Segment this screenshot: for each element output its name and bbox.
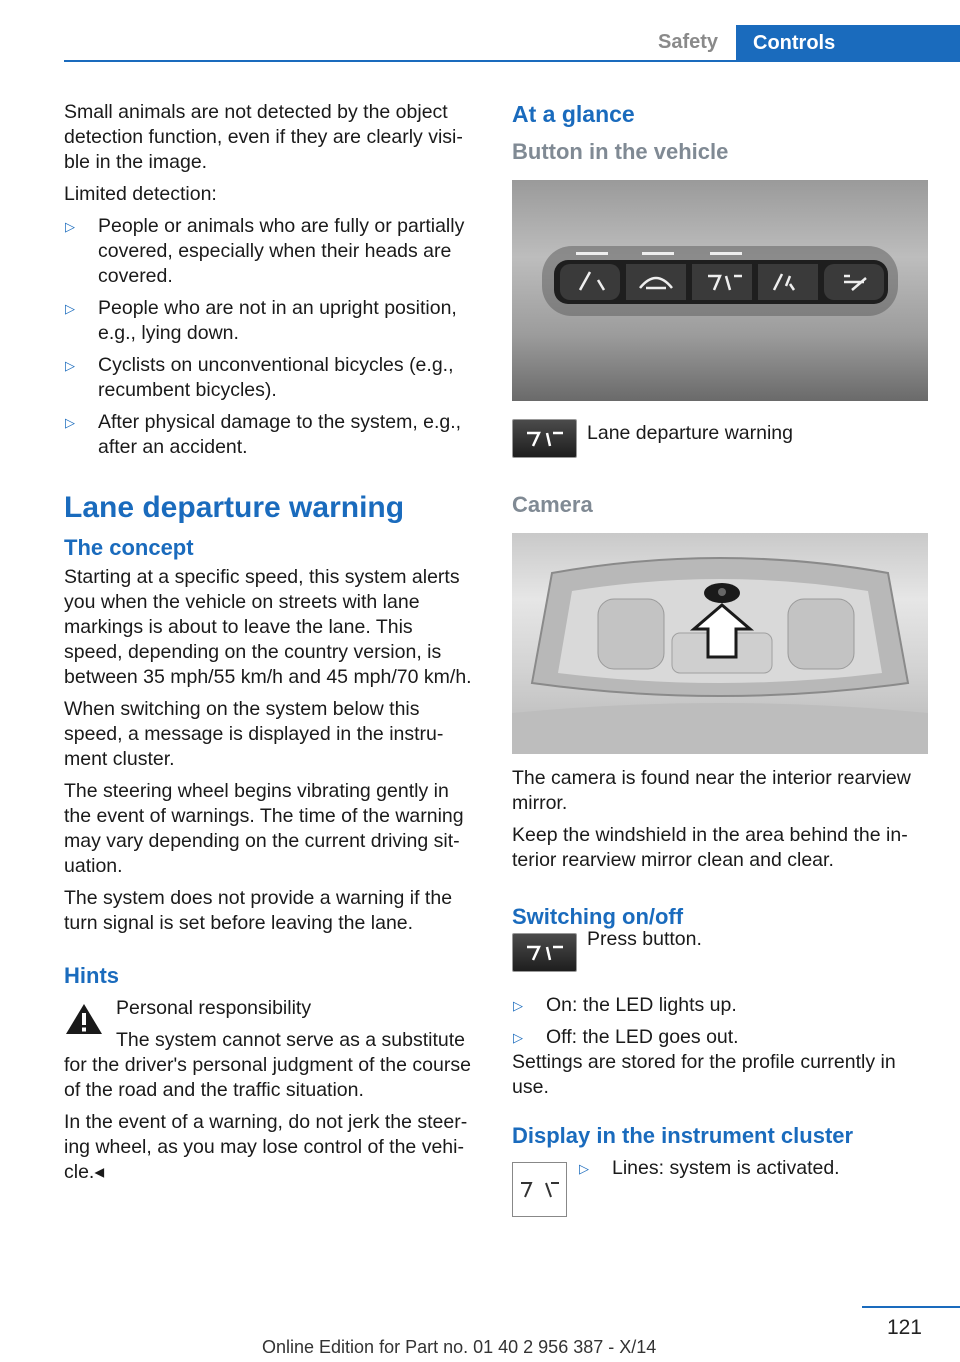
page-number: 121 xyxy=(886,1316,922,1339)
triangle-right-icon: ▷ xyxy=(65,219,75,234)
list-item: ▷ Off: the LED goes out. xyxy=(513,1026,739,1048)
camera-illustration xyxy=(512,533,928,754)
warning-text: The system cannot serve as a substitute for the driver's personal judgment of the course of the road and the traffic situation. xyxy=(64,1029,471,1101)
camera-photo xyxy=(512,533,928,754)
triangle-right-icon: ▷ xyxy=(579,1161,589,1176)
concept-paragraph-3: The steering wheel begins vibrating gently in the event of warnings. The time of the warning may vary depending on the current driving situation. xyxy=(64,780,464,877)
triangle-right-icon: ▷ xyxy=(513,998,523,1013)
list-item: ▷ On: the LED lights up. xyxy=(513,994,737,1016)
concept-paragraph-2: When switching on the system below this speed, a message is displayed in the instrument cluster. xyxy=(64,698,444,770)
limited-detection-label: Limited detection: xyxy=(64,183,217,205)
switch-caption: Press button. xyxy=(587,928,702,950)
settings-paragraph: Settings are stored for the profile currently in use. xyxy=(512,1051,896,1098)
camera-paragraph-1: The camera is found near the interior rearview mirror. xyxy=(512,767,911,814)
hints-heading: Hints xyxy=(64,963,119,988)
display-legend xyxy=(512,1157,928,1220)
list-item: ▷ People or animals who are fully or partially covered, especially when their heads are covered. xyxy=(65,215,465,287)
lane-departure-icon xyxy=(512,419,577,458)
button-panel-illustration xyxy=(512,180,928,401)
footer-rule xyxy=(862,1306,960,1308)
section-title: Lane departure warning xyxy=(64,491,405,524)
concept-heading: The concept xyxy=(64,535,194,560)
switching-list xyxy=(512,993,928,1050)
concept-paragraph-4: The system does not provide a warning if the turn signal is set before leaving the lane. xyxy=(64,887,453,934)
warning-triangle-icon xyxy=(64,1002,104,1036)
camera-paragraph-2: Keep the windshield in the area behind the interior rearview mirror clean and clear. xyxy=(512,824,908,871)
intro-paragraph: Small animals are not detected by the object detection function, even if they are clearly visible in the image. xyxy=(64,101,463,173)
header-tab-controls: Controls xyxy=(736,25,960,62)
camera-heading: Camera xyxy=(512,492,593,517)
lane-departure-icon xyxy=(512,933,577,972)
triangle-right-icon: ▷ xyxy=(513,1030,523,1045)
at-a-glance-heading: At a glance xyxy=(512,101,635,127)
switching-legend xyxy=(512,928,928,983)
button-caption: Lane departure warning xyxy=(587,422,793,444)
list-item: ▷ Lines: system is activated. xyxy=(579,1157,840,1179)
list-item: ▷ After physical damage to the system, e.g., after an accident. xyxy=(65,411,462,458)
lane-button-legend xyxy=(512,417,928,469)
button-panel-photo xyxy=(512,180,928,401)
list-item: ▷ People who are not in an upright position, e.g., lying down. xyxy=(65,297,457,344)
header-tab-safety: Safety xyxy=(657,31,719,53)
warning-block xyxy=(64,996,476,1103)
footer-edition: Online Edition for Part no. 01 40 2 956 387 - X/14 xyxy=(262,1337,657,1357)
warning-title: Personal responsibility xyxy=(116,997,312,1019)
limited-detection-list xyxy=(64,214,476,460)
switching-heading: Switching on/off xyxy=(512,904,684,929)
triangle-right-icon: ▷ xyxy=(65,358,75,373)
lane-lines-icon xyxy=(512,1162,567,1217)
left-column xyxy=(64,100,476,1185)
display-list xyxy=(578,1156,918,1188)
warning-paragraph-2: In the event of a warning, do not jerk the steering wheel, as you may lose control of the vehicle.◂ xyxy=(64,1111,468,1183)
list-item: ▷ Cyclists on unconventional bicycles (e.g., recumbent bicycles). xyxy=(65,354,454,401)
triangle-right-icon: ▷ xyxy=(65,415,75,430)
display-heading: Display in the instrument cluster xyxy=(512,1123,854,1148)
right-column xyxy=(512,100,928,1220)
button-heading: Button in the vehicle xyxy=(512,139,729,164)
triangle-right-icon: ▷ xyxy=(65,301,75,316)
concept-paragraph-1: Starting at a specific speed, this system alerts you when the vehicle on streets with lane markings is about to leave the lane. This speed, depending on the country version, is between 35 mph/55 km/h and 45 mph/70 km/h. xyxy=(64,566,472,688)
header-rule xyxy=(64,60,960,62)
